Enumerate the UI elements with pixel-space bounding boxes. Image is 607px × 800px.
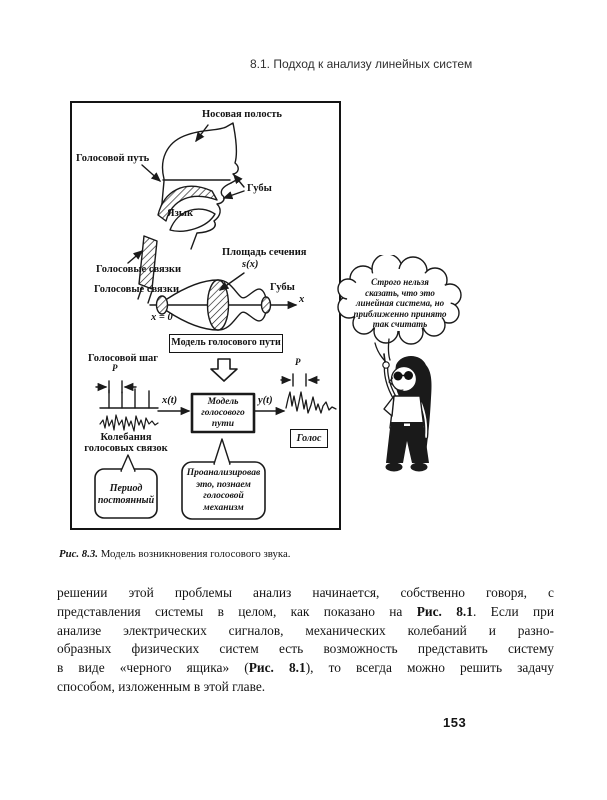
label-vocal-tract: Голосовой путь xyxy=(76,153,150,164)
section-header: 8.1. Подход к анализу линейных систем xyxy=(250,57,473,71)
body-text xyxy=(57,584,554,697)
speech-cloud-text: Строго нельзя сказать, что это линейная система, но приближенно принято так считать xyxy=(353,277,447,329)
label-tongue: Язык xyxy=(167,208,194,219)
label-period-right: P xyxy=(295,357,301,367)
analyze-bubble-text: Проанализировав это, познаем голосовой механизм xyxy=(186,468,261,513)
body-line: представления системы в целом, как показано на Рис. 8.1. Если при xyxy=(57,603,554,619)
label-period-left: P xyxy=(112,363,118,373)
label-vocal-cords-tube: Голосовые связки xyxy=(94,284,180,295)
voice-boxed-label: Голос xyxy=(290,429,328,448)
label-x-axis: x xyxy=(299,294,305,305)
label-output-yt: y(t) xyxy=(258,395,273,406)
figure-drawing xyxy=(72,103,339,528)
label-oscillations: Колебания голосовых связок xyxy=(84,432,168,454)
body-line: анализе электрических сигналов, механических колебаний и разно- xyxy=(57,622,554,638)
page-number: 153 xyxy=(443,715,467,730)
period-constant-bubble-text: Период постоянный xyxy=(97,483,155,506)
vocal-tract-model-box-text: Модель голосового пути xyxy=(201,397,245,429)
body-line: способом, изложенным в этой главе. xyxy=(57,678,266,694)
label-nasal-cavity: Носовая полость xyxy=(202,109,282,120)
figure-caption-number: Рис. 8.3. xyxy=(59,548,98,560)
label-lips-head: Губы xyxy=(247,183,272,194)
label-sx-var: s(x) xyxy=(242,259,259,270)
figure-caption-text: Модель возникновения голосового звука. xyxy=(98,548,291,560)
label-x-zero: x = 0 xyxy=(151,312,173,323)
figure-caption xyxy=(59,548,290,560)
tube-model-boxed-label: Модель голосового пути xyxy=(169,334,283,353)
label-voice-pitch: Голосовой шаг xyxy=(88,353,159,364)
body-line: решении этой проблемы анализ начинается, собственно говоря, с xyxy=(57,585,554,600)
cartoon-character xyxy=(383,354,432,472)
label-cross-section: Площадь сечения xyxy=(222,247,307,258)
body-line: образных физических систем есть возможность представить систему xyxy=(57,641,554,657)
label-input-xt: x(t) xyxy=(162,395,178,406)
body-line: в виде «черного ящика» (Рис. 8.1), то всегда можно решить задачу xyxy=(57,660,555,676)
figure-8-3 xyxy=(70,101,341,530)
label-lips-tube: Губы xyxy=(270,282,295,293)
label-vocal-cords-head: Голосовые связки xyxy=(96,264,182,275)
